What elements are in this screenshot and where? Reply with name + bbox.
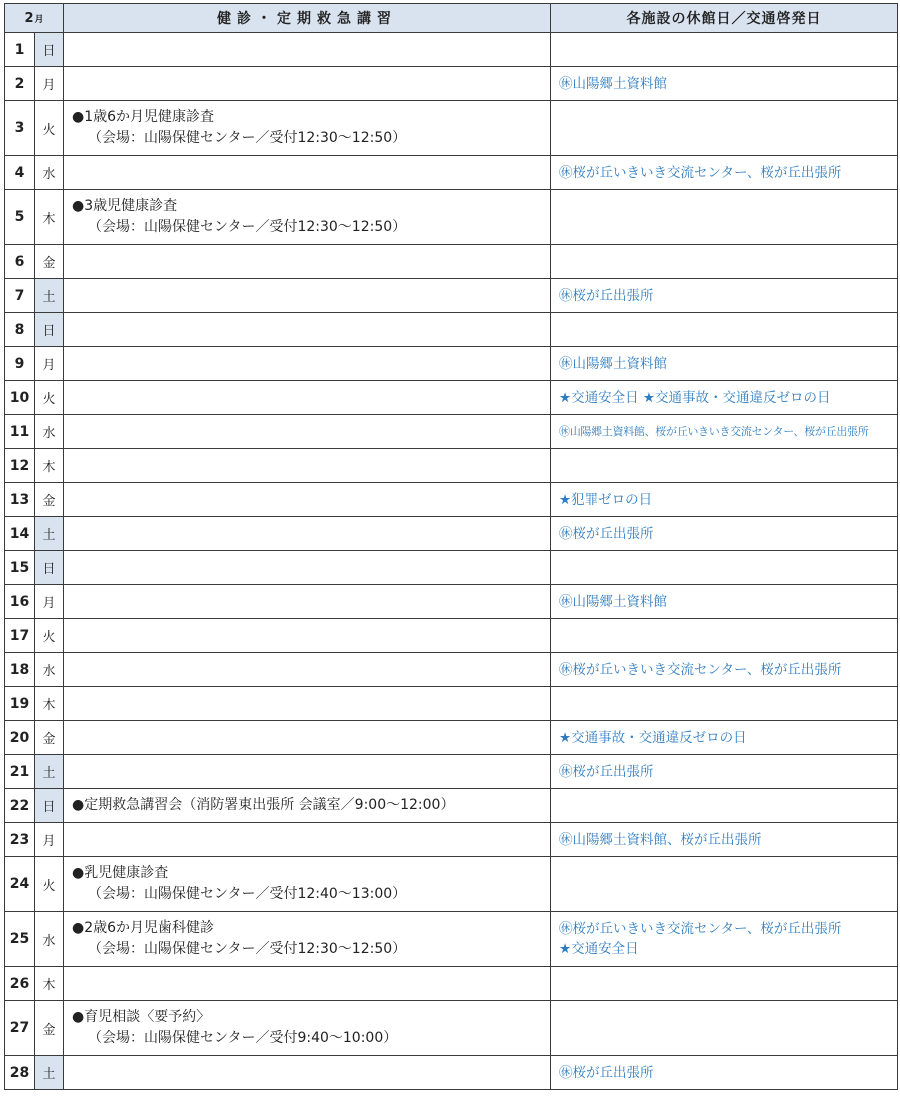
table-row (5, 1056, 898, 1090)
table-row (5, 156, 898, 190)
table-row (5, 912, 898, 967)
closure-note: ★交通安全日 ★交通事故・交通違反ゼロの日 (559, 389, 831, 406)
day-number: 20 (5, 721, 35, 755)
event-title: ●2歳6か月児歯科健診 (72, 920, 215, 936)
event-detail: （会場：山陽保健センター／受付12:30〜12:50） (88, 130, 407, 146)
day-number: 13 (5, 483, 35, 517)
events-cell (64, 1001, 551, 1056)
table-row (5, 67, 898, 101)
closures-cell (551, 912, 898, 967)
closure-note: ㊡桜が丘出張所 (559, 525, 654, 542)
weekday: 土 (35, 755, 64, 789)
table-row (5, 101, 898, 156)
day-number: 15 (5, 551, 35, 585)
events-cell (64, 33, 551, 67)
table-row (5, 33, 898, 67)
weekday: 水 (35, 653, 64, 687)
closures-cell (551, 1001, 898, 1056)
closures-cell (551, 755, 898, 789)
table-row (5, 517, 898, 551)
event-title: ●育児相談〈要予約〉 (72, 1009, 211, 1025)
table-row (5, 190, 898, 245)
closures-cell (551, 1056, 898, 1090)
closures-cell (551, 449, 898, 483)
day-number: 8 (5, 313, 35, 347)
weekday: 日 (35, 789, 64, 823)
day-number: 5 (5, 190, 35, 245)
event-title: ●1歳6か月児健康診査 (72, 109, 215, 125)
events-cell (64, 101, 551, 156)
events-cell (64, 551, 551, 585)
day-number: 11 (5, 415, 35, 449)
events-cell (64, 313, 551, 347)
event-title: ●定期救急講習会（消防署東出張所 会議室／9:00〜12:00） (72, 797, 455, 813)
weekday: 金 (35, 245, 64, 279)
table-row (5, 653, 898, 687)
events-cell (64, 1056, 551, 1090)
closures-cell (551, 156, 898, 190)
closures-cell (551, 585, 898, 619)
day-number: 14 (5, 517, 35, 551)
closures-cell (551, 415, 898, 449)
closures-cell (551, 279, 898, 313)
schedule-table (4, 3, 898, 1090)
table-row (5, 313, 898, 347)
weekday: 金 (35, 483, 64, 517)
closure-note: ㊡桜が丘出張所 (559, 287, 654, 304)
month-number: 2 (24, 10, 34, 26)
weekday: 日 (35, 313, 64, 347)
table-row (5, 381, 898, 415)
events-cell (64, 585, 551, 619)
table-row (5, 415, 898, 449)
closures-cell (551, 789, 898, 823)
day-number: 10 (5, 381, 35, 415)
closure-note: ★交通安全日 (559, 941, 639, 957)
closures-cell (551, 67, 898, 101)
table-row (5, 279, 898, 313)
closure-note: ㊡桜が丘出張所 (559, 1064, 654, 1081)
events-cell (64, 156, 551, 190)
weekday: 火 (35, 619, 64, 653)
events-cell (64, 347, 551, 381)
table-row (5, 1001, 898, 1056)
closure-note: ㊡桜が丘いきいき交流センター、桜が丘出張所 (559, 921, 842, 937)
weekday: 金 (35, 1001, 64, 1056)
closure-note: ㊡山陽郷土資料館、桜が丘出張所 (559, 831, 762, 848)
month-unit: 月 (34, 14, 44, 25)
table-row (5, 551, 898, 585)
weekday: 月 (35, 347, 64, 381)
weekday: 木 (35, 449, 64, 483)
events-cell (64, 755, 551, 789)
table-row (5, 347, 898, 381)
month-header (5, 4, 64, 33)
events-cell (64, 67, 551, 101)
table-row (5, 687, 898, 721)
closures-cell (551, 313, 898, 347)
events-cell (64, 857, 551, 912)
events-cell (64, 721, 551, 755)
events-cell (64, 789, 551, 823)
weekday: 水 (35, 912, 64, 967)
closure-note: ㊡山陽郷土資料館 (559, 355, 667, 372)
table-row (5, 245, 898, 279)
weekday: 月 (35, 585, 64, 619)
day-number: 3 (5, 101, 35, 156)
event-detail: （会場：山陽保健センター／受付12:30〜12:50） (88, 219, 407, 235)
weekday: 火 (35, 857, 64, 912)
closures-cell (551, 721, 898, 755)
events-cell (64, 967, 551, 1001)
events-cell (64, 823, 551, 857)
event-detail: （会場：山陽保健センター／受付12:30〜12:50） (88, 941, 407, 957)
day-number: 28 (5, 1056, 35, 1090)
events-header: 健診・定期救急講習 (64, 4, 551, 33)
closures-cell (551, 619, 898, 653)
weekday: 月 (35, 67, 64, 101)
day-number: 23 (5, 823, 35, 857)
table-row (5, 857, 898, 912)
events-cell (64, 619, 551, 653)
closures-cell (551, 483, 898, 517)
weekday: 土 (35, 1056, 64, 1090)
table-row (5, 619, 898, 653)
closures-cell (551, 823, 898, 857)
closures-cell (551, 33, 898, 67)
closures-cell (551, 190, 898, 245)
closure-note: ★交通事故・交通違反ゼロの日 (559, 729, 747, 746)
closures-cell (551, 653, 898, 687)
day-number: 9 (5, 347, 35, 381)
weekday: 金 (35, 721, 64, 755)
events-cell (64, 912, 551, 967)
closures-cell (551, 381, 898, 415)
events-cell (64, 415, 551, 449)
events-cell (64, 279, 551, 313)
table-row (5, 585, 898, 619)
closures-cell (551, 687, 898, 721)
closure-note: ㊡山陽郷土資料館 (559, 593, 667, 610)
day-number: 21 (5, 755, 35, 789)
day-number: 19 (5, 687, 35, 721)
events-cell (64, 483, 551, 517)
weekday: 木 (35, 687, 64, 721)
table-row (5, 449, 898, 483)
events-cell (64, 517, 551, 551)
closures-cell (551, 245, 898, 279)
closures-cell (551, 517, 898, 551)
table-row (5, 721, 898, 755)
event-title: ●乳児健康診査 (72, 865, 169, 881)
weekday: 水 (35, 156, 64, 190)
event-detail: （会場：山陽保健センター／受付9:40〜10:00） (88, 1030, 398, 1046)
events-cell (64, 245, 551, 279)
table-row (5, 755, 898, 789)
closure-note: ㊡山陽郷土資料館 (559, 75, 667, 92)
day-number: 7 (5, 279, 35, 313)
weekday: 木 (35, 190, 64, 245)
closures-cell (551, 347, 898, 381)
weekday: 木 (35, 967, 64, 1001)
closure-note: ㊡桜が丘出張所 (559, 763, 654, 780)
closures-cell (551, 551, 898, 585)
closures-cell (551, 967, 898, 1001)
weekday: 日 (35, 551, 64, 585)
events-cell (64, 653, 551, 687)
day-number: 1 (5, 33, 35, 67)
header-row (5, 4, 898, 33)
closures-cell (551, 857, 898, 912)
day-number: 24 (5, 857, 35, 912)
events-cell (64, 687, 551, 721)
day-number: 18 (5, 653, 35, 687)
day-number: 17 (5, 619, 35, 653)
event-title: ●3歳児健康診査 (72, 198, 178, 214)
day-number: 25 (5, 912, 35, 967)
table-row (5, 789, 898, 823)
closure-note: ㊡桜が丘いきいき交流センター、桜が丘出張所 (559, 164, 842, 181)
closures-cell (551, 101, 898, 156)
weekday: 火 (35, 381, 64, 415)
weekday: 月 (35, 823, 64, 857)
table-row (5, 483, 898, 517)
day-number: 26 (5, 967, 35, 1001)
event-detail: （会場：山陽保健センター／受付12:40〜13:00） (88, 886, 407, 902)
weekday: 土 (35, 279, 64, 313)
weekday: 土 (35, 517, 64, 551)
closures-header: 各施設の休館日／交通啓発日 (551, 4, 898, 33)
day-number: 4 (5, 156, 35, 190)
events-cell (64, 449, 551, 483)
day-number: 12 (5, 449, 35, 483)
events-cell (64, 381, 551, 415)
day-number: 22 (5, 789, 35, 823)
table-row (5, 823, 898, 857)
day-number: 16 (5, 585, 35, 619)
day-number: 2 (5, 67, 35, 101)
day-number: 6 (5, 245, 35, 279)
weekday: 水 (35, 415, 64, 449)
closure-note: ㊡桜が丘いきいき交流センター、桜が丘出張所 (559, 661, 842, 678)
table-row (5, 967, 898, 1001)
day-number: 27 (5, 1001, 35, 1056)
weekday: 日 (35, 33, 64, 67)
weekday: 火 (35, 101, 64, 156)
events-cell (64, 190, 551, 245)
closure-note: ㊡山陽郷土資料館、桜が丘いきいき交流センター、桜が丘出張所 (559, 424, 869, 438)
closure-note: ★犯罪ゼロの日 (559, 491, 653, 508)
